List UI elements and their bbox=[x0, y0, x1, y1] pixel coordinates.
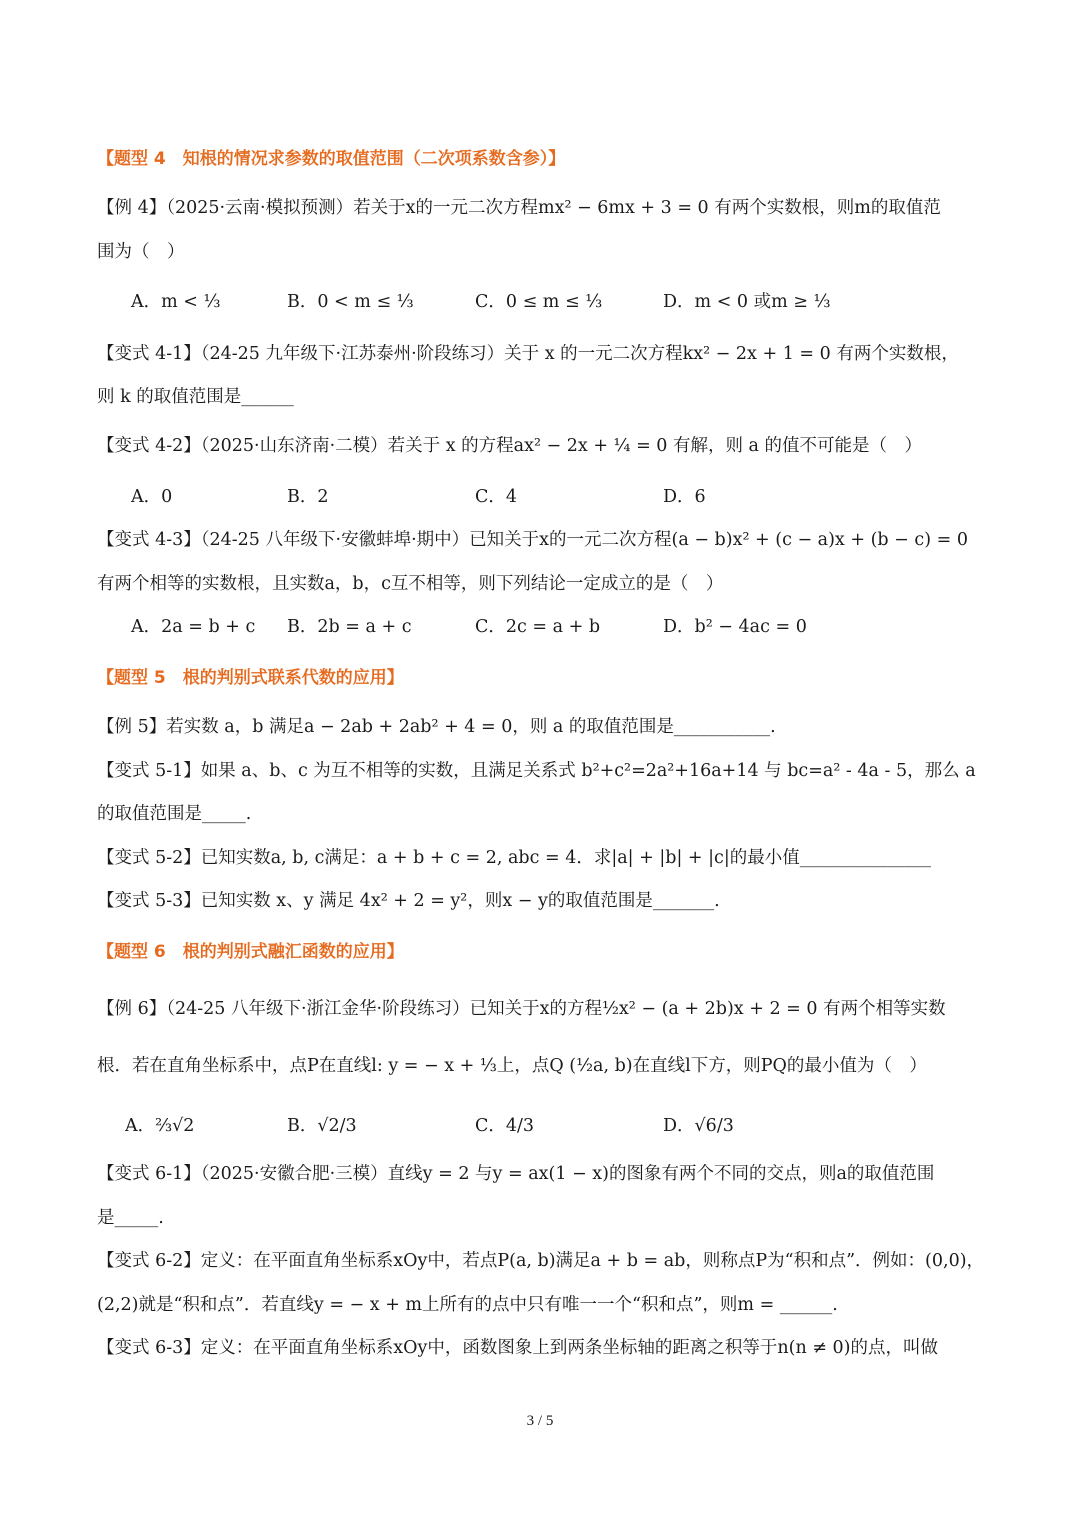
option-c: C．4/3 bbox=[475, 1116, 535, 1136]
example-4-line-1: 【例 4】（2025·云南·模拟预测）若关于x的一元二次方程mx² − 6mx + 3 = 0 有两个实数根，则m的取值范 bbox=[97, 198, 941, 218]
option-a: A．0 bbox=[131, 487, 173, 507]
variant-6-1-line-1: 【变式 6-1】（2025·安徽合肥·三模）直线y = 2 与y = ax(1 − x)的图象有两个不同的交点，则a的取值范围 bbox=[97, 1164, 935, 1184]
variant-4-1-line-2: 则 k 的取值范围是______ bbox=[97, 387, 294, 407]
variant-6-1-line-2: 是_____. bbox=[97, 1208, 164, 1228]
option-b: B．2 bbox=[287, 487, 329, 507]
option-c: C．4 bbox=[475, 487, 518, 507]
example-4-line-2: 围为（ ） bbox=[97, 242, 185, 262]
example-6-line-2: 根．若在直角坐标系中，点P在直线l: y = − x + ⅓上，点Q (½a, b)在直线l下方，则PQ的最小值为（ ） bbox=[97, 1056, 927, 1076]
variant-5-3-line: 【变式 5-3】已知实数 x、y 满足 4x² + 2 = y²，则x − y的取值范围是_______. bbox=[97, 891, 720, 911]
variant-5-1-line-1: 【变式 5-1】如果 a、b、c 为互不相等的实数，且满足关系式 b²+c²=2a²+16a+14 与 bc=a² - 4a - 5，那么 a bbox=[97, 761, 976, 781]
variant-6-2-line-2: (2,2)就是“积和点”．若直线y = − x + m上所有的点中只有唯一一个“积和点”，则m = ______. bbox=[97, 1295, 838, 1315]
option-d: D．√6/3 bbox=[663, 1116, 734, 1136]
option-d: D．6 bbox=[663, 487, 706, 507]
variant-5-2-line: 【变式 5-2】已知实数a, b, c满足：a + b + c = 2, abc = 4．求|a| + |b| + |c|的最小值_______________ bbox=[97, 848, 931, 868]
section-heading-4: 【题型 4 知根的情况求参数的取值范围（二次项系数含参）】 bbox=[97, 149, 566, 169]
option-a: A．⅔√2 bbox=[125, 1116, 195, 1136]
option-d: D．m < 0 或m ≥ ⅓ bbox=[663, 292, 831, 312]
option-d: D．b² − 4ac = 0 bbox=[663, 617, 807, 637]
variant-6-3-line-1: 【变式 6-3】定义：在平面直角坐标系xOy中，函数图象上到两条坐标轴的距离之积等于n(n ≠ 0)的点，叫做 bbox=[97, 1338, 938, 1358]
example-5-line: 【例 5】若实数 a，b 满足a − 2ab + 2ab² + 4 = 0，则 a 的取值范围是___________. bbox=[97, 717, 776, 737]
example-6-line-1: 【例 6】（24-25 八年级下·浙江金华·阶段练习）已知关于x的方程½x² − (a + 2b)x + 2 = 0 有两个相等实数 bbox=[97, 999, 946, 1019]
page-number: 3 / 5 bbox=[526, 1413, 554, 1429]
variant-4-3-line-2: 有两个相等的实数根，且实数a，b，c互不相等，则下列结论一定成立的是（ ） bbox=[97, 574, 724, 594]
option-a: A．m < ⅓ bbox=[131, 292, 221, 312]
variant-4-3-line-1: 【变式 4-3】（24-25 八年级下·安徽蚌埠·期中）已知关于x的一元二次方程(a − b)x² + (c − a)x + (b − c) = 0 bbox=[97, 530, 968, 550]
option-b: B．√2/3 bbox=[287, 1116, 357, 1136]
option-b: B．0 < m ≤ ⅓ bbox=[287, 292, 414, 312]
section-heading-5: 【题型 5 根的判别式联系代数的应用】 bbox=[97, 668, 404, 688]
variant-5-1-line-2: 的取值范围是_____. bbox=[97, 804, 252, 824]
section-heading-6: 【题型 6 根的判别式融汇函数的应用】 bbox=[97, 942, 404, 962]
option-a: A．2a = b + c bbox=[131, 617, 256, 637]
variant-6-2-line-1: 【变式 6-2】定义：在平面直角坐标系xOy中，若点P(a, b)满足a + b = ab，则称点P为“积和点”．例如：(0,0)， bbox=[97, 1251, 985, 1271]
variant-4-1-line-1: 【变式 4-1】（24-25 九年级下·江苏泰州·阶段练习）关于 x 的一元二次方程kx² − 2x + 1 = 0 有两个实数根， bbox=[97, 344, 959, 364]
variant-4-2-line: 【变式 4-2】（2025·山东济南·二模）若关于 x 的方程ax² − 2x + ¼ = 0 有解，则 a 的值不可能是（ ） bbox=[97, 436, 923, 456]
option-c: C．2c = a + b bbox=[475, 617, 601, 637]
option-b: B．2b = a + c bbox=[287, 617, 412, 637]
option-c: C．0 ≤ m ≤ ⅓ bbox=[475, 292, 603, 312]
